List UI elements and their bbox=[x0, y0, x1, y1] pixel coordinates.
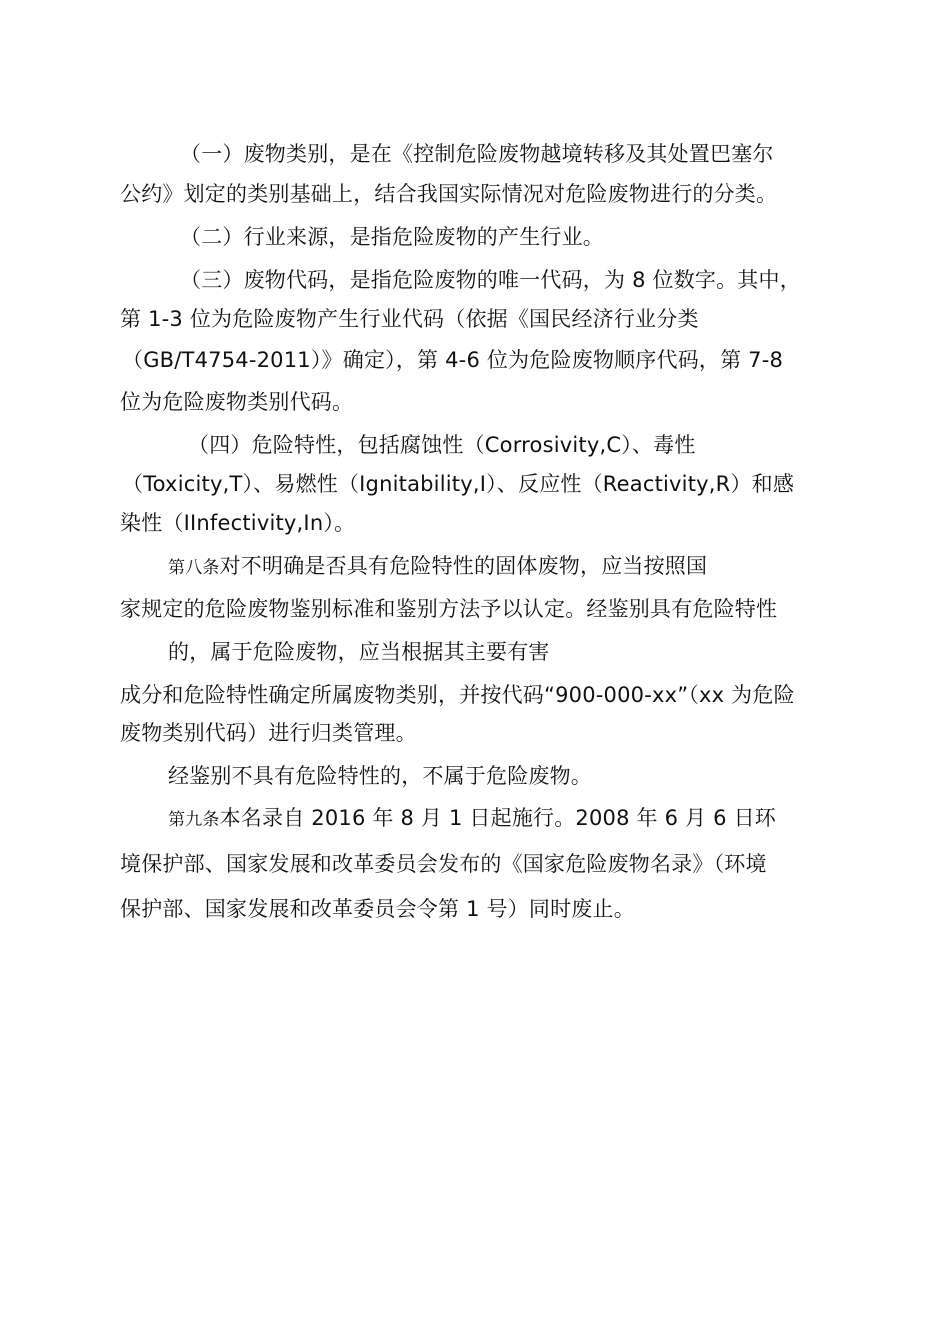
article-9-label: 第九条 bbox=[168, 810, 220, 830]
text-line-5: 第 1-3 位为危险废物产生行业代码（依据《国民经济行业分类 bbox=[120, 307, 699, 331]
text-line-1: （一）废物类别，是在《控制危险废物越境转移及其处置巴塞尔 bbox=[180, 142, 774, 166]
text-line-12: 家规定的危险废物鉴别标准和鉴别方法予以认定。经鉴别具有危险特性 bbox=[120, 597, 778, 621]
article-9-first-line bbox=[168, 804, 776, 834]
text-line-14: 成分和危险特性确定所属废物类别，并按代码“900-000-xx”（xx 为危险 bbox=[120, 683, 795, 707]
article-8-label: 第八条 bbox=[168, 558, 220, 578]
text-line-10: 染性（IInfectivity,In）。 bbox=[120, 511, 356, 535]
text-line-15: 废物类别代码）进行归类管理。 bbox=[120, 721, 417, 745]
text-line-18: 境保护部、国家发展和改革委员会发布的《国家危险废物名录》（环境 bbox=[120, 852, 767, 876]
text-line-19: 保护部、国家发展和改革委员会令第 1 号）同时废止。 bbox=[120, 897, 635, 921]
text-line-8: （四）危险特性，包括腐蚀性（Corrosivity,C）、毒性 bbox=[188, 433, 696, 457]
text-line-4: （三）废物代码，是指危险废物的唯一代码，为 8 位数字。其中， bbox=[180, 268, 801, 292]
article-8-text: 对不明确是否具有危险特性的固体废物，应当按照国 bbox=[219, 554, 708, 578]
text-line-3: （二）行业来源，是指危险废物的产生行业。 bbox=[180, 225, 604, 249]
text-line-9: （Toxicity,T）、易燃性（Ignitability,I）、反应性（Reactivity,R）和感 bbox=[122, 472, 795, 496]
text-line-16: 经鉴别不具有危险特性的，不属于危险废物。 bbox=[168, 764, 592, 788]
article-8-first-line bbox=[168, 552, 707, 582]
text-line-2: 公约》划定的类别基础上，结合我国实际情况对危险废物进行的分类。 bbox=[120, 182, 778, 206]
text-line-6: （GB/T4754-2011）》确定），第 4-6 位为危险废物顺序代码，第 7-8 bbox=[122, 348, 784, 372]
text-line-7: 位为危险废物类别代码。 bbox=[120, 390, 354, 414]
article-9-text: 本名录自 2016 年 8 月 1 日起施行。2008 年 6 月 6 日环 bbox=[219, 806, 776, 830]
text-line-13: 的，属于危险废物，应当根据其主要有害 bbox=[168, 640, 550, 664]
